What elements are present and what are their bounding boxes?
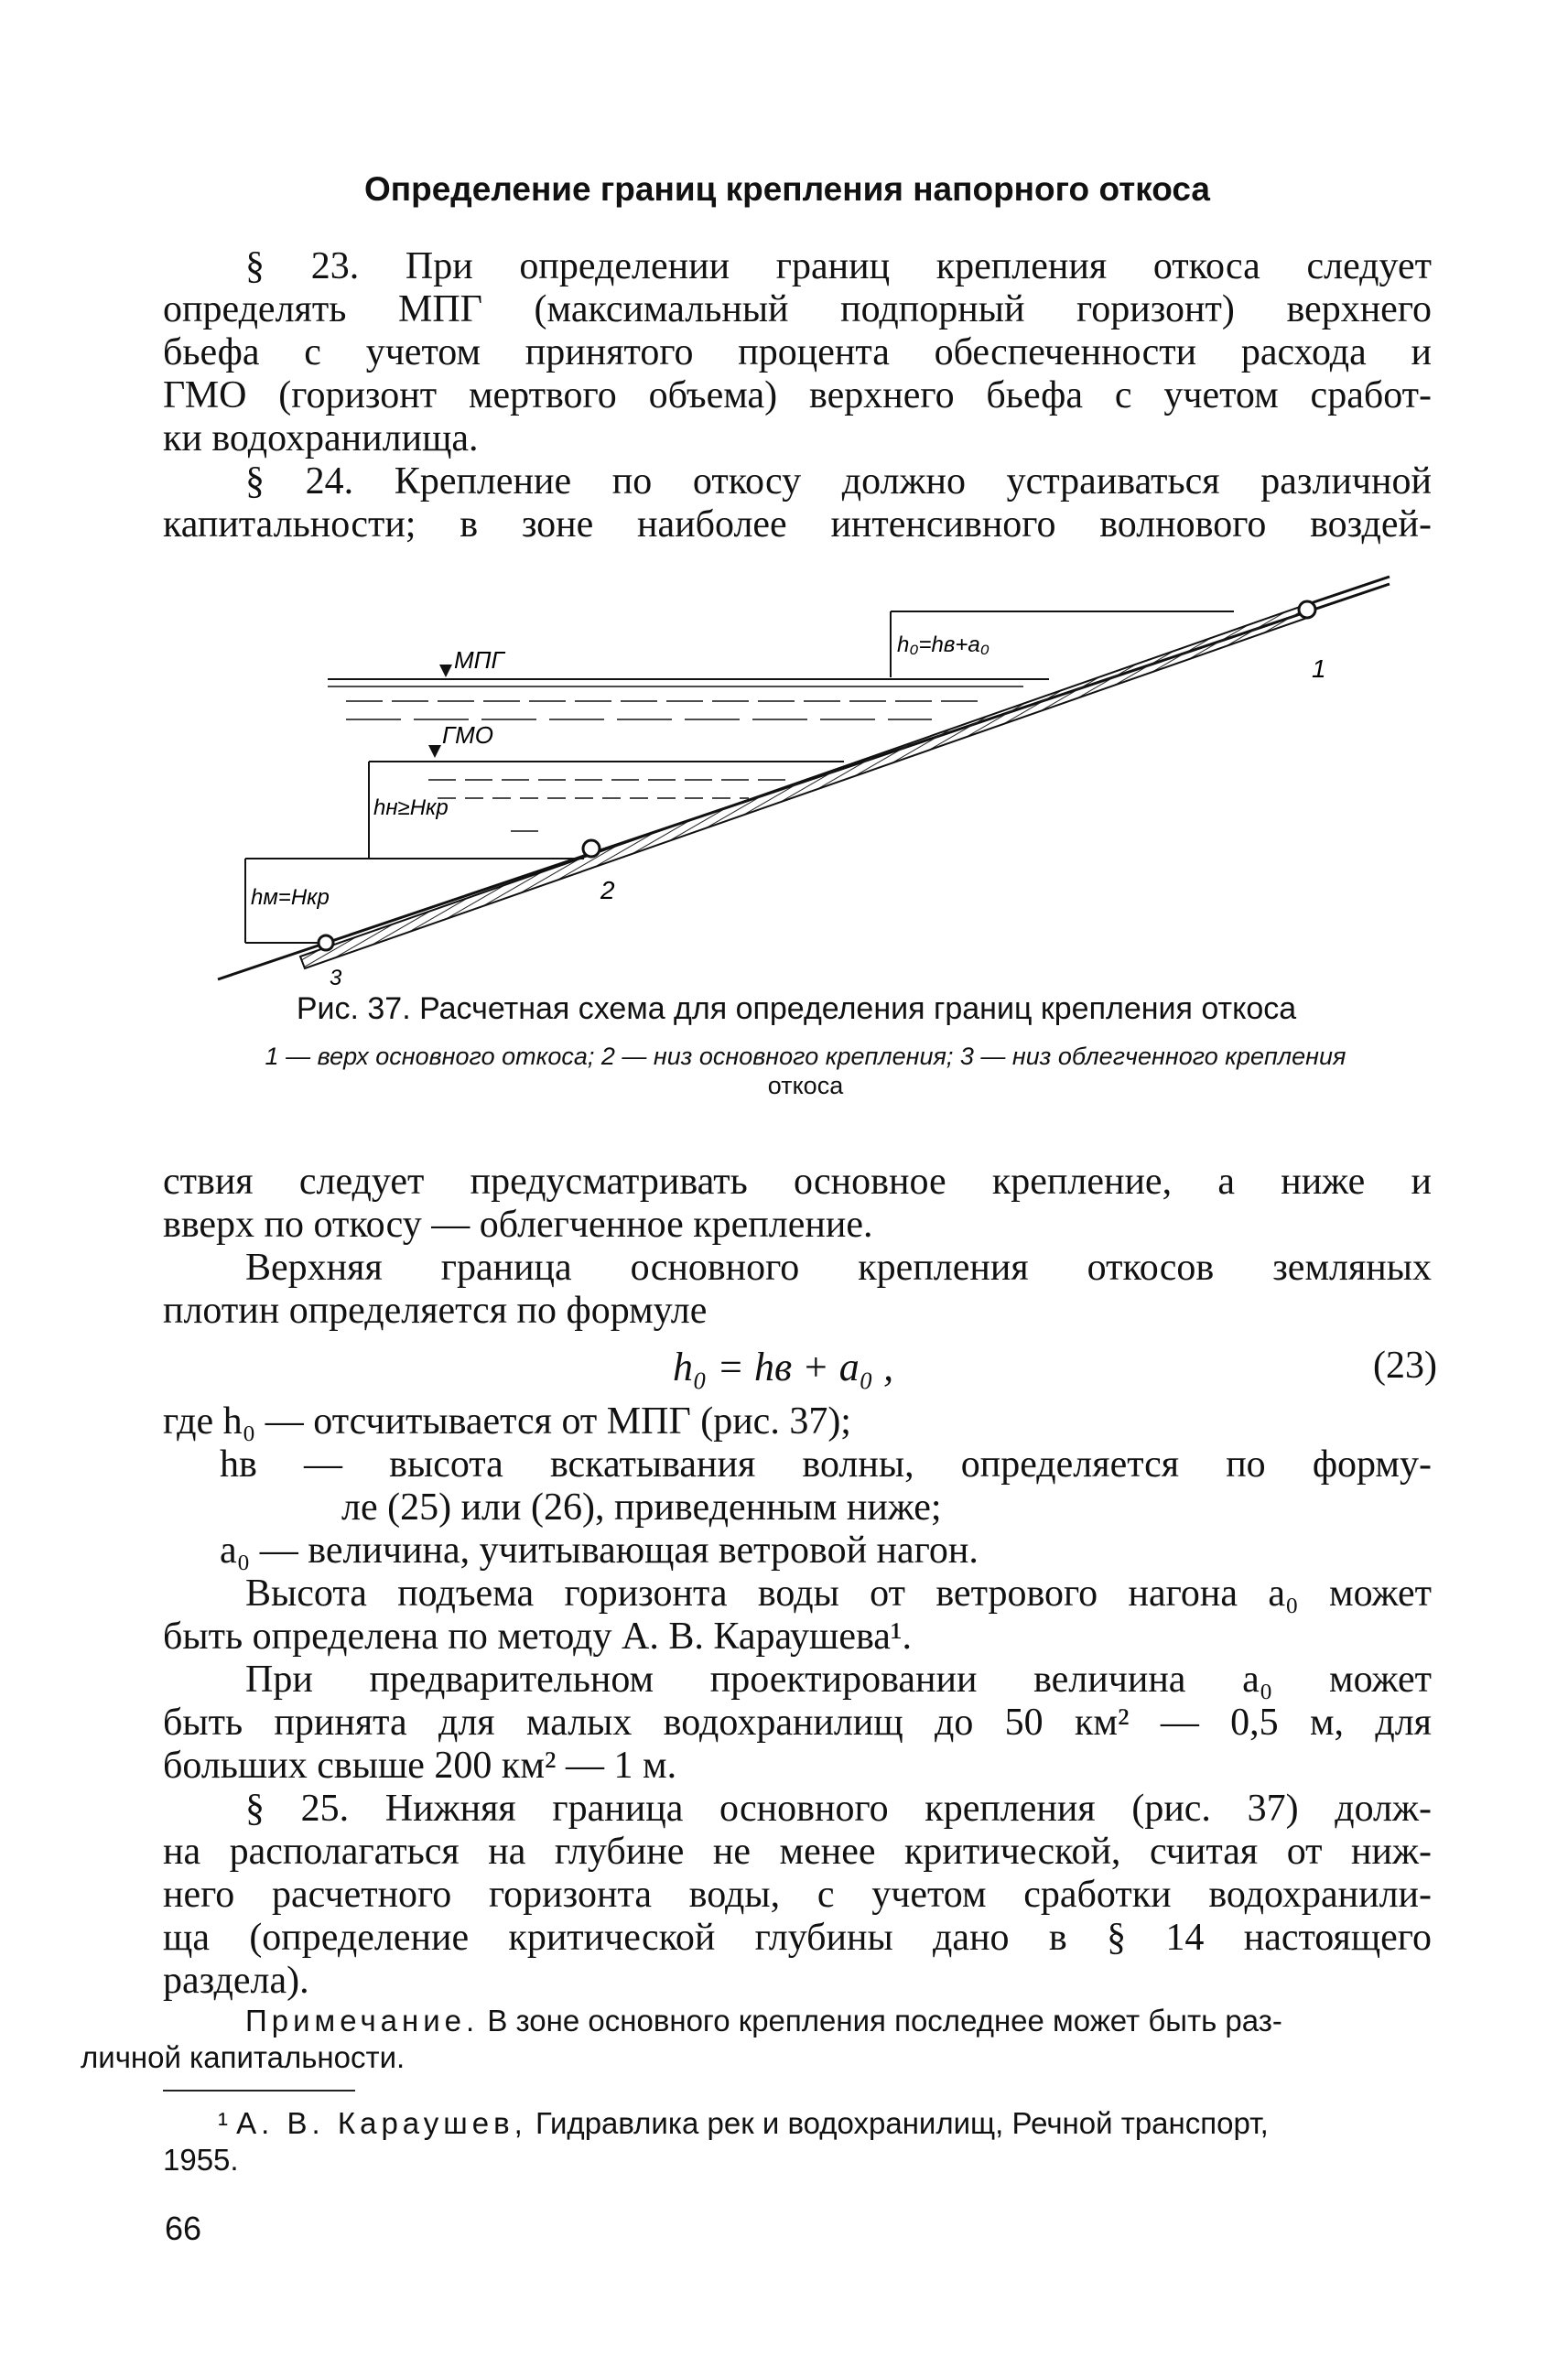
gmo-level-marker (428, 745, 441, 758)
hn-label: hн≥Hкр (373, 795, 449, 820)
footnote-text: Гидравлика рек и водохранилищ, Речной транспорт, (535, 2106, 1269, 2140)
section-heading: Определение границ крепления напорного откоса (363, 170, 1210, 208)
text-line: При предварительном проектировании величина a₀ может (245, 1659, 1432, 1701)
revetment-band (300, 606, 1307, 968)
mpg-label: МПГ (454, 646, 504, 674)
text-line: Высота подъема горизонта воды от ветрового нагона a₀ может (245, 1573, 1432, 1615)
paragraph-23 (163, 245, 1432, 460)
figure-legend (183, 1042, 1428, 1100)
paragraph-24 (163, 460, 1432, 546)
formula-number: (23) (1373, 1345, 1437, 1387)
note-text: В зоне основного крепления последнее может быть раз- (487, 2004, 1282, 2038)
top-extension (1303, 577, 1390, 606)
text-line: ГМО (горизонт мертвого объема) верхнего бьефа с учетом сработ- (163, 374, 1432, 416)
definitions-list (163, 1400, 1432, 1573)
paragraph-preliminary (163, 1659, 1432, 1788)
page-number: 66 (165, 2210, 202, 2247)
definition-line: ле (25) или (26), приведенным ниже; (341, 1486, 942, 1529)
legend-line: 1 — верх основного откоса; 2 — низ основного крепления; 3 — низ облегченного крепления (265, 1043, 1346, 1070)
text-line: больших свыше 200 км² — 1 м. (163, 1745, 677, 1787)
text-line: § 23. При определении границ крепления откоса следует (245, 245, 1432, 287)
h0-label: h₀=hв+a₀ (897, 632, 989, 657)
text-line: ствия следует предусматривать основное крепление, а ниже и (163, 1161, 1432, 1203)
point-2-marker (583, 840, 600, 857)
hm-label: hм=Hкр (251, 885, 330, 910)
definition-line: a₀ — величина, учитывающая ветровой нагон. (220, 1529, 979, 1572)
gmo-label: ГМО (442, 721, 494, 749)
paragraph-continuation (163, 1161, 1432, 1247)
text-line: § 24. Крепление по откосу должно устраиваться различной (245, 460, 1432, 503)
text-line: § 25. Нижняя граница основного крепления (рис. 37) долж- (245, 1788, 1432, 1830)
point-2-label: 2 (600, 876, 615, 904)
paragraph-upper-boundary (163, 1247, 1432, 1333)
text-line: Верхняя граница основного крепления откосов земляных (245, 1247, 1432, 1289)
point-3-marker (319, 935, 333, 950)
text-line: быть принята для малых водохранилищ до 50 км² — 0,5 м, для (163, 1702, 1432, 1744)
text-line: него расчетного горизонта воды, с учетом сработки водохранили- (163, 1874, 1432, 1916)
footnote-author: А. В. Караушев, (236, 2106, 527, 2140)
footnote-year: 1955. (163, 2143, 239, 2177)
formula-23: h₀ = hв + a₀ , (673, 1345, 894, 1389)
figure-37-diagram (163, 549, 1435, 989)
text-line: бьефа с учетом принятого процента обеспеченности расхода и (163, 331, 1432, 373)
text-line: капитальности; в зоне наиболее интенсивного волнового воздей- (163, 503, 1432, 546)
note-text-cont: личной капитальности. (81, 2040, 406, 2074)
text-line: определять МПГ (максимальный подпорный горизонт) верхнего (163, 288, 1432, 330)
text-line: быть определена по методу А. В. Караушева¹. (163, 1616, 912, 1658)
figure-caption: Рис. 37. Расчетная схема для определения границ крепления откоса (296, 991, 1297, 1026)
footnote-mark: ¹ (218, 2106, 228, 2140)
note (81, 2003, 1432, 2076)
paragraph-wind-setup (163, 1573, 1432, 1659)
note-label: Примечание. (245, 2004, 480, 2038)
text-line: ща (определение критической глубины дано в § 14 настоящего (163, 1917, 1432, 1959)
text-line: на располагаться на глубине не менее критической, считая от ниж- (163, 1831, 1432, 1873)
text-line: ки водохранилища. (163, 417, 479, 459)
legend-line: откоса (767, 1072, 844, 1099)
text-line: раздела). (163, 1960, 309, 2002)
footnote-rule (163, 2090, 355, 2092)
point-1-marker (1299, 601, 1315, 618)
text-line: вверх по откосу — облегченное крепление. (163, 1204, 873, 1246)
definition-line: где h₀ — отсчитывается от МПГ (рис. 37); (163, 1400, 851, 1443)
point-3-label: 3 (330, 966, 342, 989)
definition-line: hв — высота вскатывания волны, определяется по форму- (220, 1443, 1432, 1486)
footnote (163, 2105, 1432, 2178)
point-1-label: 1 (1312, 654, 1326, 683)
mpg-level-marker (439, 665, 452, 677)
text-line: плотин определяется по формуле (163, 1290, 708, 1332)
paragraph-25 (163, 1788, 1432, 2003)
